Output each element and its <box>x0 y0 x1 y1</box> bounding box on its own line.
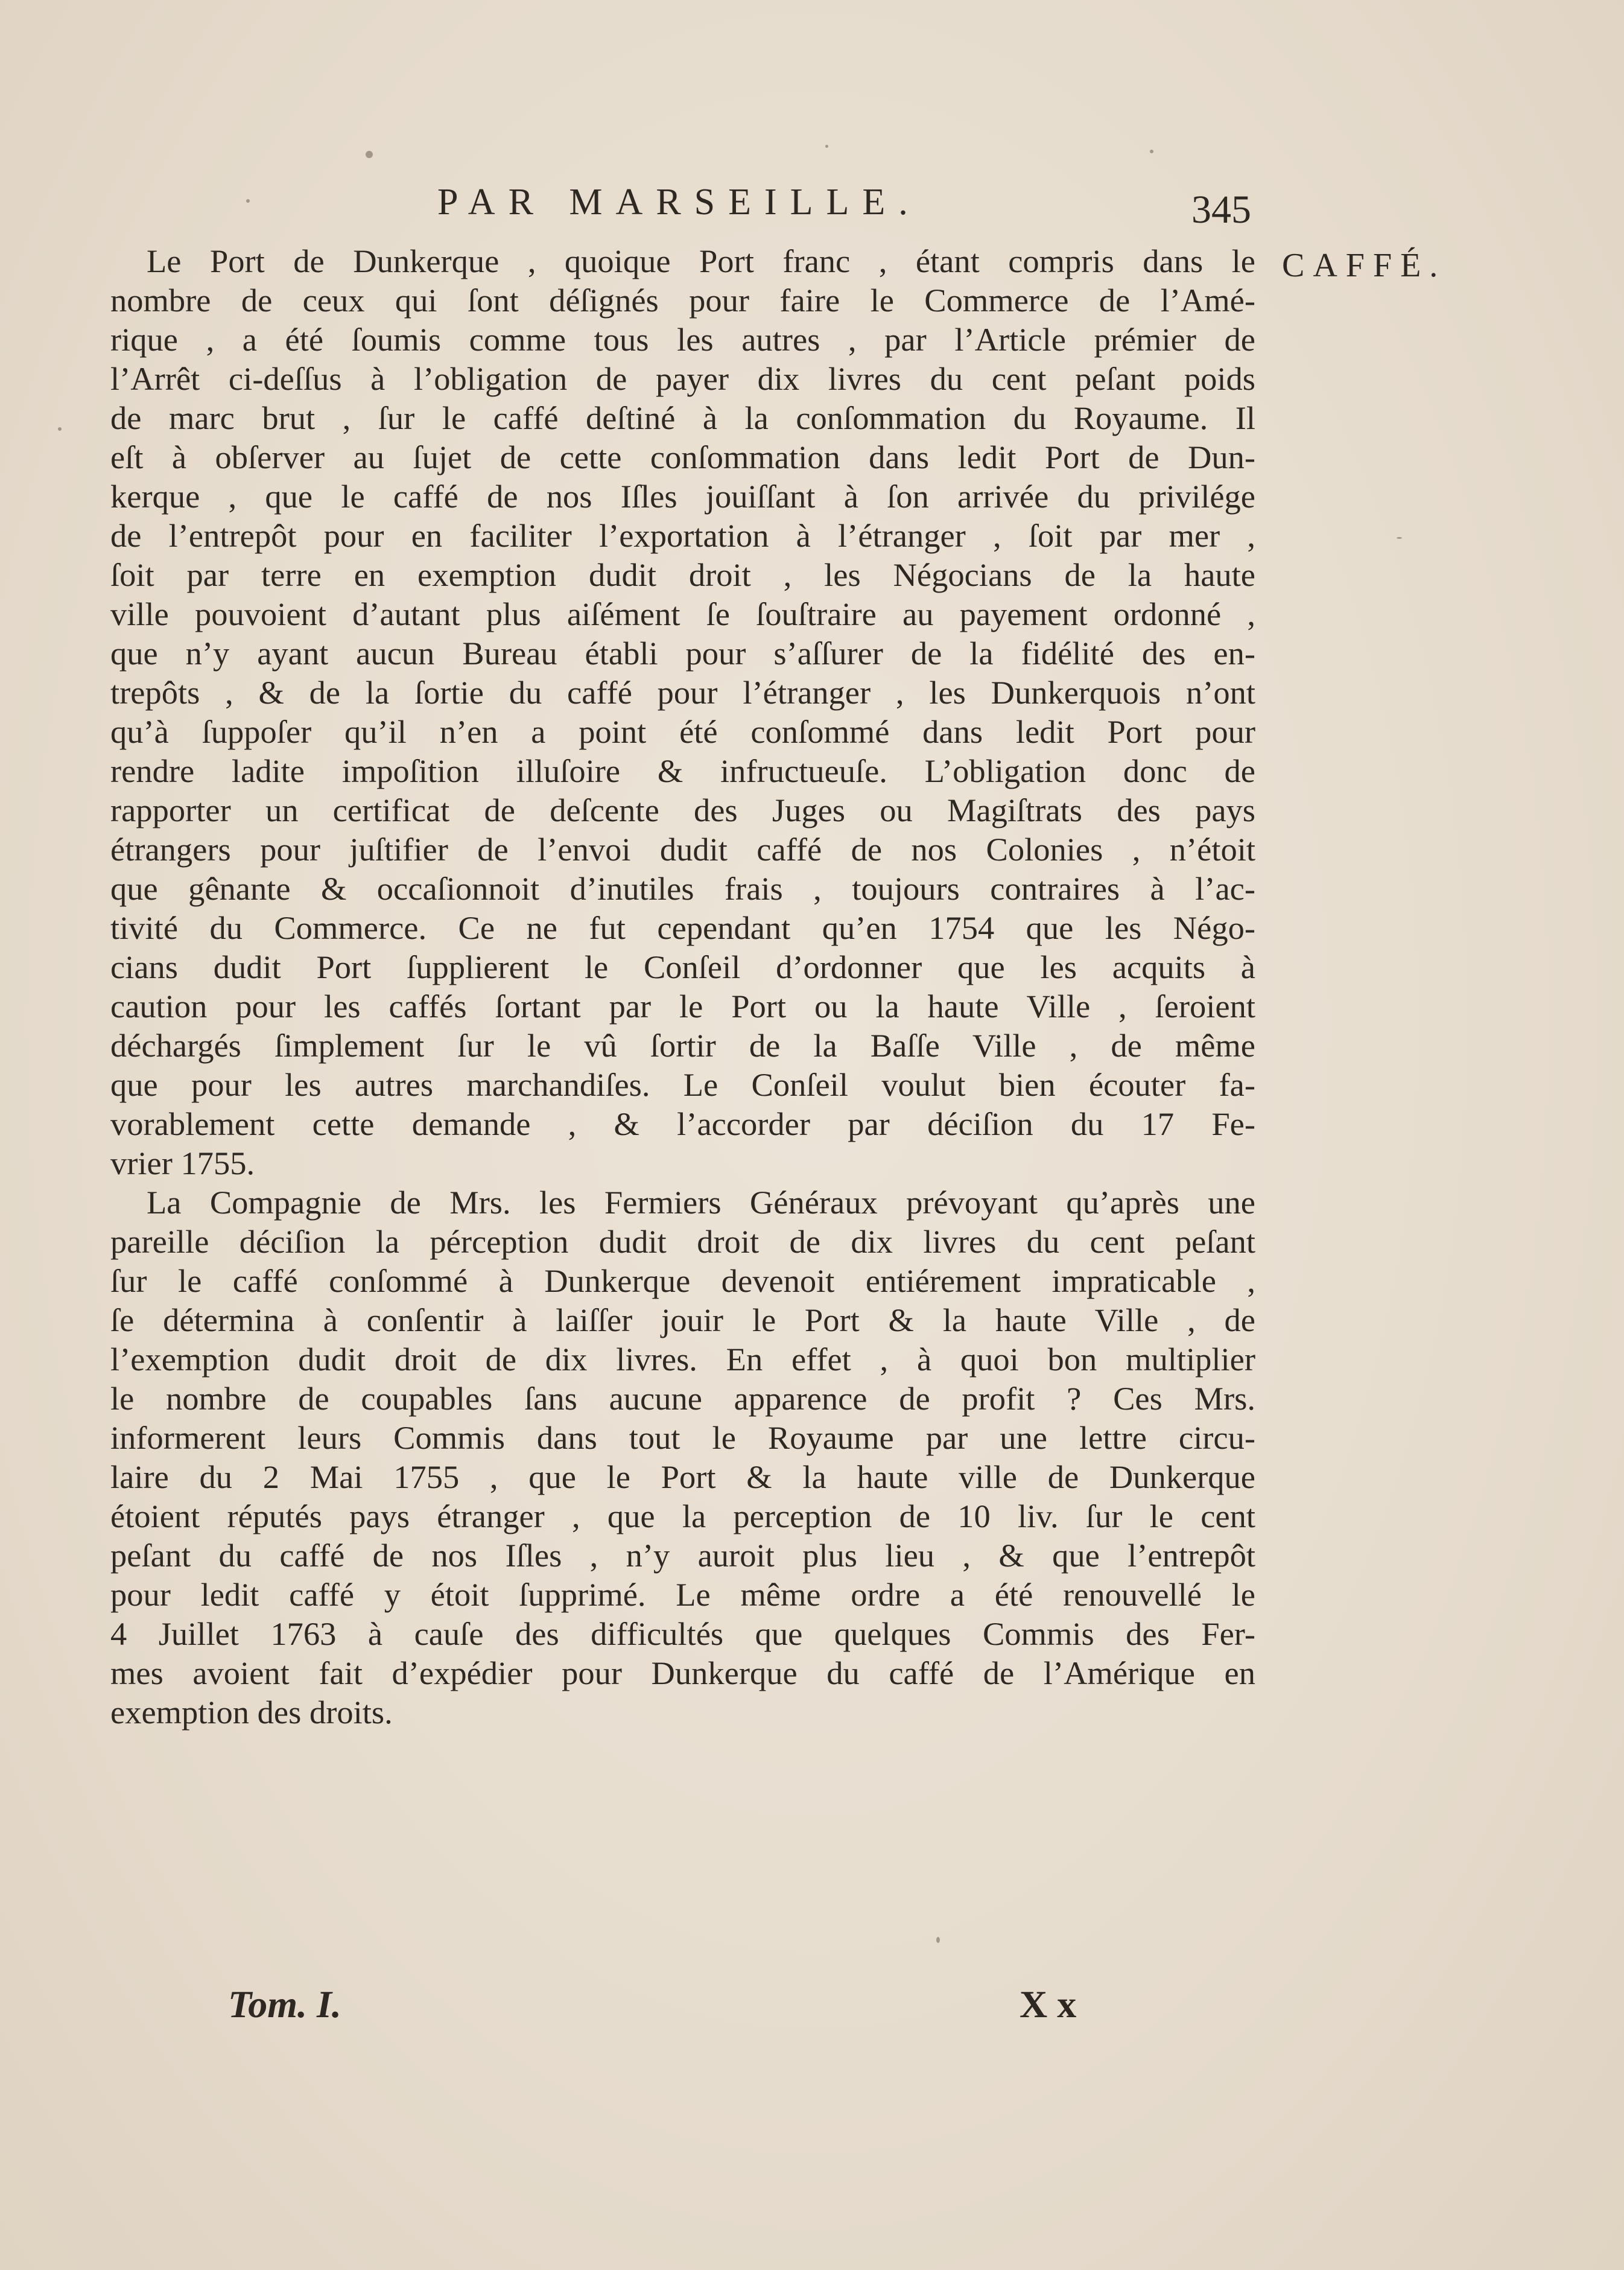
text-line: ſe détermina à conſentir à laiſſer jouir le Port & la haute Ville , de <box>110 1302 1255 1338</box>
text-line: vrier 1755. <box>110 1145 255 1181</box>
signature-mark: X x <box>1020 1983 1077 2026</box>
text-line: cians dudit Port ſupplierent le Conſeil d’ordonner que les acquits à <box>110 949 1255 985</box>
text-line: que pour les autres marchandiſes. Le Conſeil voulut bien écouter fa- <box>110 1066 1255 1103</box>
text-line: laire du 2 Mai 1755 , que le Port & la haute ville de Dunkerque <box>110 1458 1255 1495</box>
text-line: déchargés ſimplement ſur le vû ſortir de la Baſſe Ville , de même <box>110 1027 1255 1064</box>
paper-speck <box>366 151 373 158</box>
margin-note: CAFFÉ. <box>1282 247 1447 284</box>
text-line: kerque , que le caffé de nos Iſles jouiſſant à ſon arrivée du privilége <box>110 478 1255 515</box>
body-text <box>110 241 1255 1732</box>
paragraph-1 <box>110 241 1255 1183</box>
text-line: La Compagnie de Mrs. les Fermiers Généraux prévoyant qu’après une <box>147 1184 1255 1221</box>
text-line: le nombre de coupables ſans aucune apparence de profit ? Ces Mrs. <box>110 1380 1255 1417</box>
text-line: exemption des droits. <box>110 1694 393 1731</box>
text-line: étrangers pour juſtifier de l’envoi dudit caffé de nos Colonies , n’étoit <box>110 831 1255 868</box>
text-line: peſant du caffé de nos Iſles , n’y auroit plus lieu , & que l’entrepôt <box>110 1537 1255 1574</box>
text-line: que gênante & occaſionnoit d’inutiles frais , toujours contraires à l’ac- <box>110 870 1255 907</box>
text-line: tivité du Commerce. Ce ne fut cependant qu’en 1754 que les Négo- <box>110 909 1255 946</box>
page-header-title: PAR MARSEILLE. <box>437 182 921 223</box>
text-line: pour ledit caffé y étoit ſupprimé. Le même ordre a été renouvellé le <box>110 1576 1255 1613</box>
text-line: caution pour les caffés ſortant par le Port ou la haute Ville , ſeroient <box>110 988 1255 1025</box>
text-line: étoient réputés pays étranger , que la perception de 10 liv. ſur le cent <box>110 1498 1255 1534</box>
paper-speck <box>1397 537 1402 539</box>
text-line: vorablement cette demande , & l’accorder par déciſion du 17 Fe- <box>110 1105 1255 1142</box>
text-line: de l’entrepôt pour en faciliter l’exportation à l’étranger , ſoit par mer , <box>110 517 1255 554</box>
text-line: de marc brut , ſur le caffé deſtiné à la conſommation du Royaume. Il <box>110 399 1255 436</box>
text-line: eſt à obſerver au ſujet de cette conſommation dans ledit Port de Dun- <box>110 439 1255 475</box>
text-line: trepôts , & de la ſortie du caffé pour l’étranger , les Dunkerquois n’ont <box>110 674 1255 711</box>
text-line: l’Arrêt ci-deſſus à l’obligation de payer dix livres du cent peſant poids <box>110 360 1255 397</box>
text-line: informerent leurs Commis dans tout le Royaume par une lettre circu- <box>110 1419 1255 1456</box>
text-line: ſur le caffé conſommé à Dunkerque devenoit entiérement impraticable , <box>110 1262 1255 1299</box>
text-line: 4 Juillet 1763 à cauſe des difficultés que quelques Commis des Fer- <box>110 1615 1255 1652</box>
page-number: 345 <box>1191 188 1251 232</box>
text-line: mes avoient fait d’expédier pour Dunkerque du caffé de l’Amérique en <box>110 1655 1255 1691</box>
paper-speck <box>246 199 250 203</box>
paragraph-2 <box>110 1183 1255 1732</box>
paper-speck <box>825 145 828 148</box>
paper-speck <box>58 427 62 431</box>
text-line: l’exemption dudit droit de dix livres. En effet , à quoi bon multiplier <box>110 1341 1255 1378</box>
text-line: rique , a été ſoumis comme tous les autres , par l’Article prémier de <box>110 321 1255 358</box>
text-line: rendre ladite impoſition illuſoire & infructueuſe. L’obligation donc de <box>110 752 1255 789</box>
paper-speck <box>936 1937 940 1943</box>
text-line: rapporter un certificat de deſcente des Juges ou Magiſtrats des pays <box>110 792 1255 828</box>
text-line: ſoit par terre en exemption dudit droit , les Négocians de la haute <box>110 556 1255 593</box>
text-line: qu’à ſuppoſer qu’il n’en a point été conſommé dans ledit Port pour <box>110 713 1255 750</box>
text-line: pareille déciſion la pérception dudit droit de dix livres du cent peſant <box>110 1223 1255 1260</box>
text-line: nombre de ceux qui ſont déſignés pour faire le Commerce de l’Amé- <box>110 282 1255 319</box>
volume-mark: Tom. I. <box>228 1983 341 2026</box>
paper-speck <box>1150 150 1153 153</box>
text-line: Le Port de Dunkerque , quoique Port franc , étant compris dans le <box>147 243 1255 279</box>
text-line: que n’y ayant aucun Bureau établi pour s’aſſurer de la fidélité des en- <box>110 635 1255 672</box>
text-line: ville pouvoient d’autant plus aiſément ſe ſouſtraire au payement ordonné , <box>110 596 1255 632</box>
